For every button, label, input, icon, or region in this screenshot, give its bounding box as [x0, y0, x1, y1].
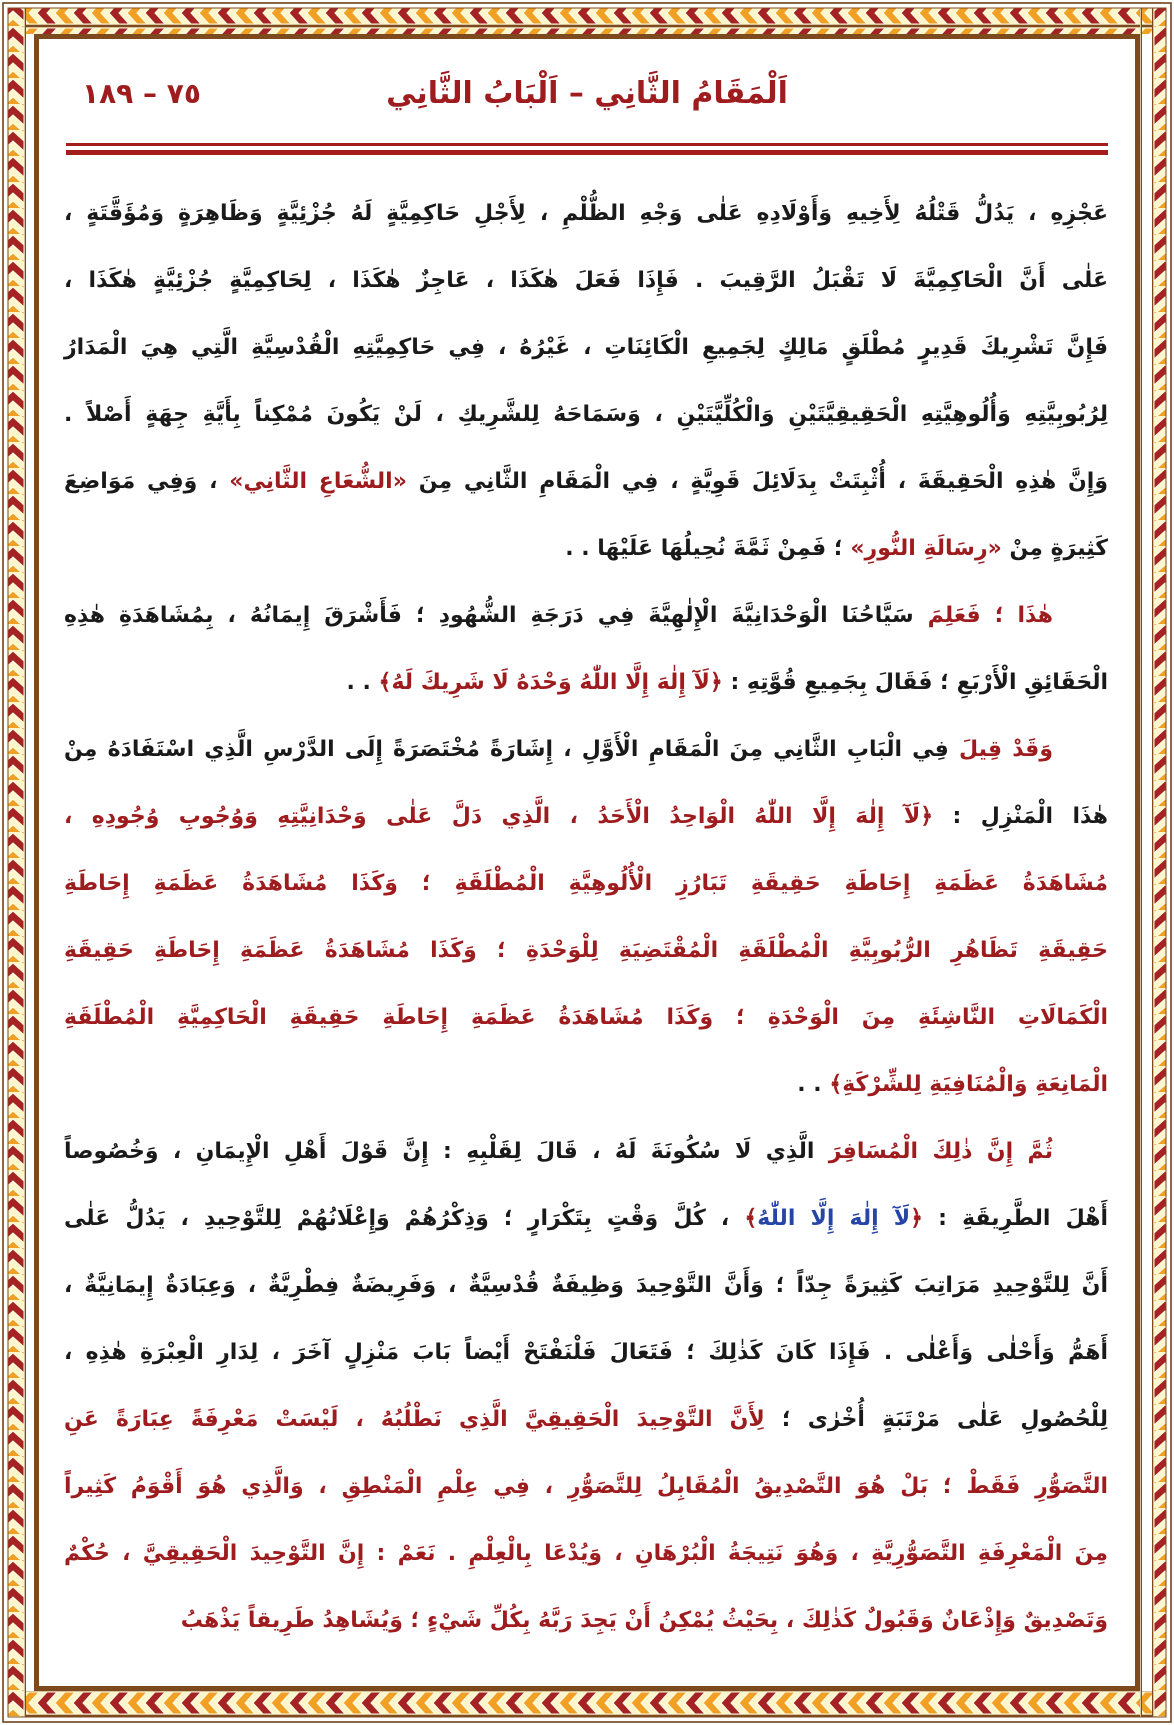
text-line — [64, 515, 1108, 582]
text-line — [64, 448, 1108, 515]
text-segment: ﴿لَآ إِلٰهَ إِلَّا اللّٰهُ الْوَاحِدُ الْأَحَدُ ، الَّذِي دَلَّ عَلٰى وَحْدَانِيَّتِهِ وَوُجُوبِ وُجُودِهِ ، — [64, 804, 934, 829]
text-segment: الْمَانِعَةِ وَالْمُنَافِيَةِ لِلشِّرْكَةِ﴾ — [829, 1072, 1108, 1097]
text-segment: فَإِنَّ تَشْرِيكَ قَدِيرٍ مُطْلَقٍ مَالِكٍ لِجَمِيعِ الْكَائِنَاتِ ، غَيْرُهُ ، فِي حَاكِمِيَّتِهِ الْقُدْسِيَّةِ الَّتِي هِيَ الْمَدَارُ — [64, 335, 1108, 360]
text-line — [64, 582, 1108, 649]
text-segment: كَثِيرَةٍ مِنْ — [1001, 536, 1108, 561]
text-segment: ﴾ — [744, 1206, 758, 1231]
header-rule — [66, 143, 1108, 155]
text-segment: الْكَمَالَاتِ النَّاشِئَةِ مِنَ الْوَحْدَةِ ؛ وَكَذَا مُشَاهَدَةُ عَظَمَةِ إِحَاطَةِ حَقِيقَةِ الْحَاكِمِيَّةِ الْمُطْلَقَةِ — [64, 1005, 1108, 1030]
text-segment: الْحَقَائِقِ الْأَرْبَعِ ؛ فَقَالَ بِجَمِيعِ قُوَّتِهِ : — [722, 670, 1108, 695]
text-line — [64, 1185, 1108, 1252]
text-line — [64, 716, 1108, 783]
text-segment: أَهْلَ الطَّرِيقَةِ : — [923, 1206, 1108, 1231]
page-title: اَلْمَقَامُ الثَّانِي – اَلْبَابُ الثَّانِي — [386, 76, 788, 111]
text-line — [64, 1051, 1108, 1118]
text-segment: أَنَّ لِلتَّوْحِيدِ مَرَاتِبَ كَثِيرَةً جِدّاً ؛ وَأَنَّ التَّوْحِيدَ وَظِيفَةٌ قُدْسِيَّةٌ ، وَفَرِيضَةٌ فِطْرِيَّةٌ ، وَعِبَادَةٌ إِيمَانِيَّةٌ ، — [64, 1273, 1108, 1298]
text-segment: عَلٰى أَنَّ الْحَاكِمِيَّةَ لَا تَقْبَلُ الرَّقِيبَ . فَإِذَا فَعَلَ هٰكَذَا ، عَاجِزٌ هٰكَذَا ، لِحَاكِمِيَّةٍ جُزْئِيَّةٍ هٰكَذَا ، — [64, 268, 1108, 293]
text-segment: حَقِيقَةِ تَظَاهُرِ الرُّبُوبِيَّةِ الْمُطْلَقَةِ الْمُقْتَضِيَةِ لِلْوَحْدَةِ ؛ وَكَذَا مُشَاهَدَةُ عَظَمَةِ إِحَاطَةِ حَقِيقَةِ — [64, 938, 1108, 963]
text-segment: ؛ فَمِنْ ثَمَّةَ نُحِيلُهَا عَلَيْهَا . . — [565, 536, 851, 561]
text-segment: . . — [346, 670, 379, 695]
text-segment: لِرُبُوبِيَّتِهِ وَأُلُوهِيَّتِهِ الْحَقِيقِيَّتَيْنِ وَالْكُلِّيَّتَيْنِ ، وَسَمَاحَهُ لِلشَّرِيكِ ، لَنْ يَكُونَ مُمْكِناً بِأَيَّةِ جِهَةٍ أَصْلاً . — [64, 402, 1108, 427]
text-line — [64, 1386, 1108, 1453]
text-segment: مُشَاهَدَةُ عَظَمَةِ إِحَاطَةِ حَقِيقَةِ تَبَارُزِ الْأُلُوهِيَّةِ الْمُطْلَقَةِ ؛ وَكَذَا مُشَاهَدَةُ عَظَمَةِ إِحَاطَةِ — [64, 871, 1108, 896]
text-segment: وَقَدْ قِيلَ — [959, 737, 1053, 762]
text-segment: هٰذَا الْمَنْزِلِ : — [933, 804, 1108, 829]
text-segment: «رِسَالَةِ النُّورِ» — [850, 536, 1002, 561]
text-line — [64, 917, 1108, 984]
text-segment: . . — [797, 1072, 830, 1097]
text-line — [64, 1453, 1108, 1520]
text-line — [64, 984, 1108, 1051]
folio-number: ٧٥ – ١٨٩ — [82, 77, 201, 110]
text-line — [64, 1319, 1108, 1386]
text-segment: لَآ إِلٰهَ إِلَّا اللّٰهُ — [757, 1206, 911, 1231]
text-line — [64, 247, 1108, 314]
text-segment: فِي الْبَابِ الثَّانِي مِنَ الْمَقَامِ الْأَوَّلِ ، إِشَارَةً مُخْتَصَرَةً إِلَى الدَّرْسِ الَّذِي اسْتَفَادَهُ مِنْ — [64, 737, 960, 762]
text-line — [64, 180, 1108, 247]
text-segment: ﴿ — [910, 1206, 924, 1231]
text-line — [64, 783, 1108, 850]
text-segment: مِنَ الْمَعْرِفَةِ التَّصَوُّرِيَّةِ ، وَهُوَ نَتِيجَةُ الْبُرْهَانِ ، وَيُدْعَا بِالْعِلْمِ . نَعَمْ : إِنَّ التَّوْحِيدَ الْحَقِيقِيَّ ، حُكْمٌ — [64, 1541, 1108, 1566]
body-text — [64, 180, 1108, 1654]
text-line — [64, 649, 1108, 716]
text-segment: هٰذَا ؛ فَعَلِمَ — [927, 603, 1053, 628]
text-segment: لِأَنَّ التَّوْحِيدَ الْحَقِيقِيَّ الَّذِي نَطْلُبُهُ ، لَيْسَتْ مَعْرِفَةً عِبَارَةً عَنِ — [64, 1407, 765, 1432]
text-line — [64, 1520, 1108, 1587]
text-line — [64, 1118, 1108, 1185]
page-header — [66, 66, 1108, 122]
text-segment: ﴿لَآ إِلٰهَ إِلَّا اللّٰهُ وَحْدَهُ لَا شَرِيكَ لَهُ﴾ — [378, 670, 723, 695]
text-segment: عَجْزِهِ ، يَدُلُّ قَتْلُهُ لِأَخِيهِ وَأَوْلَادِهِ عَلٰى وَجْهِ الظُّلْمِ ، لِأَجْلِ حَاكِمِيَّةٍ لَهُ جُزْئِيَّةٍ وَظَاهِرَةٍ وَمُؤَقَّتَةٍ ، — [64, 201, 1108, 226]
text-segment: وَتَصْدِيقٌ وَإِذْعَانٌ وَقَبُولٌ كَذٰلِكَ ، بِحَيْثُ يُمْكِنُ أَنْ يَجِدَ رَبَّهُ بِكُلِّ شَيْءٍ ؛ وَيُشَاهِدُ طَرِيقاً يَذْهَبُ — [180, 1608, 1108, 1633]
text-segment: وَإِنَّ هٰذِهِ الْحَقِيقَةَ ، أُثْبِتَتْ بِدَلَائِلَ قَوِيَّةٍ ، فِي الْمَقَامِ الثَّانِي مِنَ — [406, 469, 1108, 494]
text-segment: ، وَفِي مَوَاضِعَ — [64, 469, 230, 494]
text-segment: ، كُلَّ وَقْتٍ بِتَكْرَارٍ ؛ وَذِكْرُهُمْ وَإِعْلَانُهُمْ لِلتَّوْحِيدِ ، يَدُلُّ عَلٰى — [64, 1206, 745, 1231]
text-line — [64, 850, 1108, 917]
text-segment: لِلْحُصُولِ عَلٰى مَرْتَبَةٍ أُخْرٰى ؛ — [764, 1407, 1108, 1432]
text-segment: الَّذِي لَا سُكُونَةَ لَهُ ، قَالَ لِقَلْبِهِ : إِنَّ قَوْلَ أَهْلِ الْإِيمَانِ ، وَخُصُوصاً — [64, 1139, 829, 1164]
text-line — [64, 1587, 1108, 1654]
text-segment: ثُمَّ إِنَّ ذٰلِكَ الْمُسَافِرَ — [828, 1139, 1053, 1164]
text-segment: «الشُّعَاعِ الثَّانِي» — [229, 469, 407, 494]
text-segment: التَّصَوُّرِ فَقَطْ ؛ بَلْ هُوَ التَّصْدِيقُ الْمُقَابِلُ لِلتَّصَوُّرِ ، فِي عِلْمِ الْمَنْطِقِ ، وَالَّذِي هُوَ أَقْوَمُ كَثِيراً — [64, 1474, 1108, 1499]
text-line — [64, 1252, 1108, 1319]
text-line — [64, 314, 1108, 381]
text-line — [64, 381, 1108, 448]
text-segment: سَيَّاحُنَا الْوَحْدَانِيَّةَ الْإِلٰهِيَّةَ فِي دَرَجَةِ الشُّهُودِ ؛ فَأَشْرَقَ إِيمَانُهُ ، بِمُشَاهَدَةِ هٰذِهِ — [64, 603, 928, 628]
text-segment: أَهَمُّ وَأَحْلٰى وَأَعْلٰى . فَإِذَا كَانَ كَذٰلِكَ ؛ فَتَعَالَ فَلْنَفْتَحْ أَيْضاً بَابَ مَنْزِلٍ آخَرَ ، لِدَارِ الْعِبْرَةِ هٰذِهِ ، — [64, 1340, 1108, 1365]
